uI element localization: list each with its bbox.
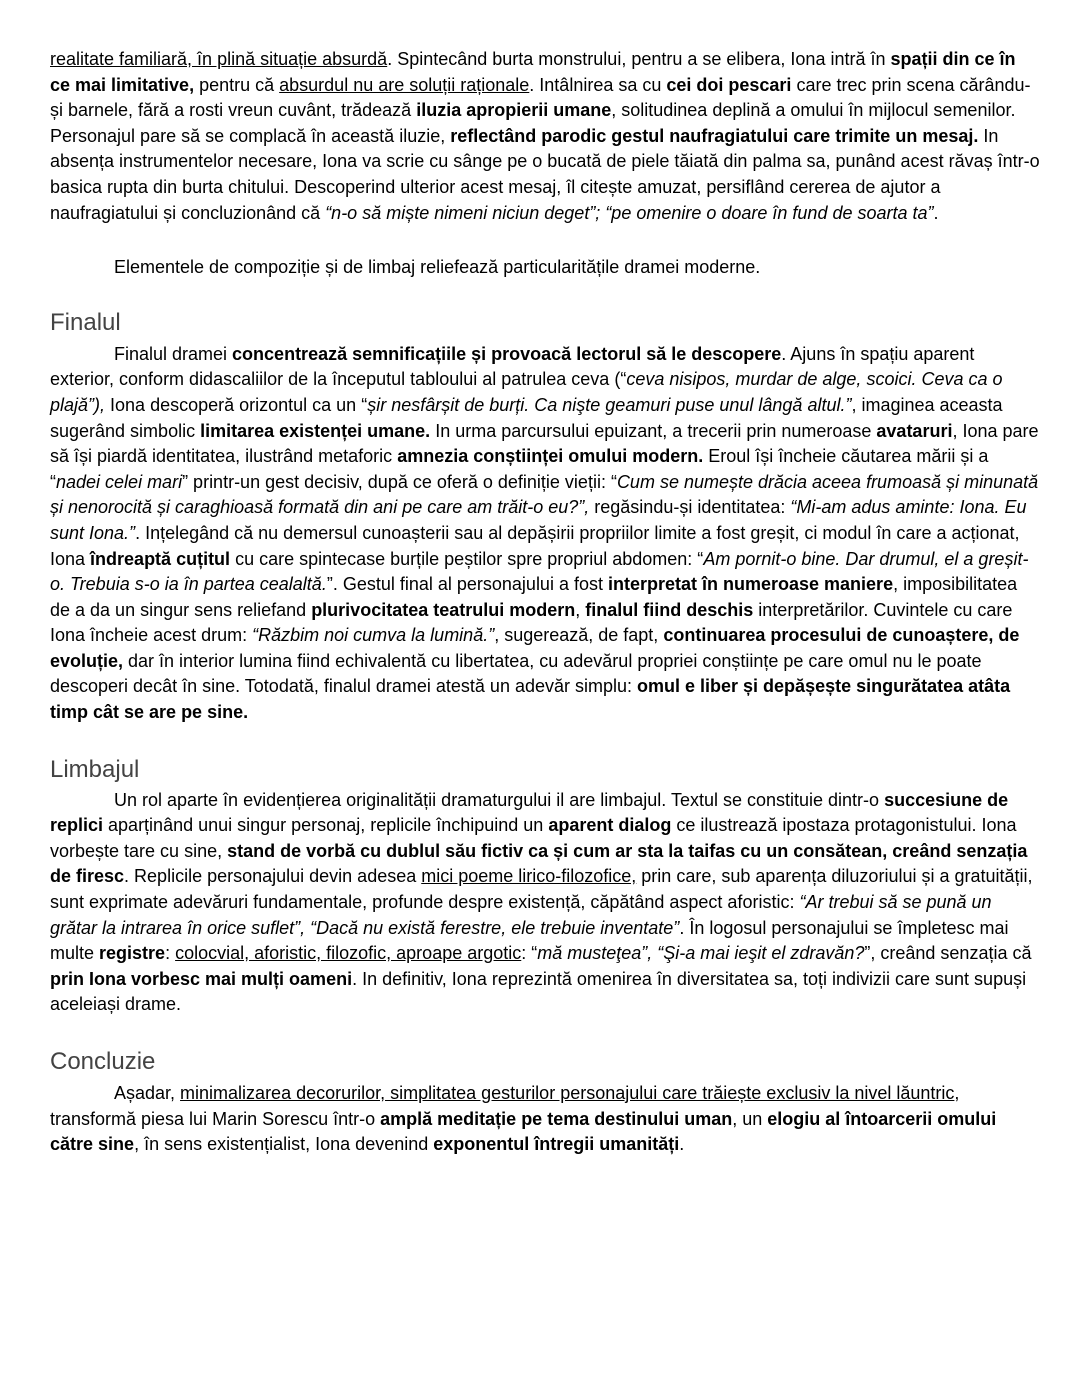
heading-finalul: Finalul <box>50 308 121 336</box>
bold-text: amnezia conștiinței omului modern. <box>397 446 704 467</box>
bold-text: succesiune de replici <box>50 789 1009 836</box>
bold-text: reflectând parodic gestul naufragiatului care trimite un mesaj. <box>450 125 979 146</box>
bold-text: amplă meditație pe tema destinului uman <box>380 1108 733 1129</box>
underlined-text: mici poeme lirico-filozofice, <box>421 866 637 887</box>
text-run: In absența instrumentelor necesare, Iona va scrie cu sânge pe o bucată de piele tăiată din palma sa, punând acest răvaș într-o basica rupta din burta chitului. Descoperind ulterior acest mesaj, îl citește amuzat, persiflând cererea de ajutor a naufragiatului și concluzionând că <box>50 125 1040 223</box>
text-run: , <box>575 599 586 620</box>
italic-quote: nadei celei mari <box>56 471 183 492</box>
text-run: , un <box>732 1108 768 1129</box>
text-run: . <box>933 202 939 223</box>
bold-text: registre <box>99 943 166 964</box>
text-run: ce ilustrează ipostaza protagonistului. Iona vorbește tare cu sine, <box>50 815 1017 861</box>
bold-text: avataruri <box>876 420 953 441</box>
bold-text: plurivocitatea teatrului modern <box>311 599 576 620</box>
text-run: . Intâlnirea sa cu <box>529 74 667 95</box>
text-run: . <box>679 1134 685 1155</box>
text-run: ” printr-un gest decisiv, după ce oferă o definiție vieții: “ <box>182 471 617 492</box>
text-run: . Spintecând burta monstrului, pentru a se elibera, Iona intră în <box>387 49 891 69</box>
italic-quote: “n-o să miște nimeni niciun deget”; “pe omenire o doare în fund de soarta ta” <box>325 202 934 223</box>
text-run: ”. Gestul final al personajului a fost <box>326 574 608 595</box>
text-run: Un rol aparte în evidențierea originalității dramaturgului il are limbajul. Textul se constituie dintr-o <box>114 789 885 810</box>
italic-quote: Am pornit-o bine. Dar drumul, el a greșit-o. Trebuia s-o ia în partea cealaltă. <box>50 548 1029 595</box>
italic-quote: “Răzbim noi cumva la lumină.” <box>252 625 495 646</box>
paragraph-limbajul <box>50 788 1040 1018</box>
italic-quote: ceva nisipos, murdar de alge, scoici. Ceva ca o plajă”), <box>50 369 1003 415</box>
text-run: , imaginea aceasta sugerând simbolic <box>50 394 1003 441</box>
bold-text: finalul fiind deschis <box>585 599 754 620</box>
underlined-text: colocvial, aforistic, filozofic, aproape argotic <box>175 943 522 964</box>
text-run: pentru că <box>194 74 280 95</box>
text-run: Eroul își încheie căutarea mării și a “ <box>50 446 989 492</box>
italic-quote: șir nesfârșit de burți. Ca nişte geamuri puse unul lângă altul.” <box>367 394 852 415</box>
text-run: Iona descoperă orizontul ca un “ <box>105 394 368 415</box>
text-run: aparținând unui singur personaj, replicile închipuind un <box>103 815 549 836</box>
text-run: ”, creând senzația că <box>864 943 1032 964</box>
bold-text: stand de vorbă cu dublul său fictiv ca și cum ar sta la taifas cu un consătean, creând senzația de firesc <box>50 840 1028 887</box>
text-run: cu care spintecase burțile peștilor spre propriul abdomen: “ <box>230 548 704 569</box>
text-run: regăsindu-și identitatea: <box>589 497 791 518</box>
bold-text: îndreaptă cuțitul <box>90 548 231 569</box>
text-run: : “ <box>521 943 538 964</box>
text-run: , solitudinea deplină a omului în mijlocul semenilor. Personajul pare să se complacă în această iluzie, <box>50 100 1016 146</box>
text-run: , sugerează, de fapt, <box>494 625 664 646</box>
text-run: . Replicile personajului devin adesea <box>124 866 422 887</box>
text-run: . Ajuns în spațiu aparent exterior, conform didascaliilor de la începutul tabloului al patrulea ceva (“ <box>50 343 975 390</box>
paragraph-finalul <box>50 342 1040 726</box>
paragraph-concluzie <box>50 1081 1040 1158</box>
text-run: dar în interior lumina fiind echivalentă cu libertatea, cu adevărul propriei conștiințe pe care omul nu le poate descoperi decât în sine. Totodată, finalul dramei atestă un adevăr simplu: <box>50 650 982 697</box>
bold-text: concentrează semnificațiile și provoacă lectorul să le descopere <box>232 343 782 364</box>
bold-text: elogiu al întoarcerii omului către sine <box>50 1108 997 1155</box>
bold-text: iluzia apropierii umane <box>416 100 612 121</box>
bold-text: cei doi pescari <box>666 74 792 95</box>
bold-text: exponentul întregii umanități <box>433 1134 680 1155</box>
underlined-text: minimalizarea decorurilor, simplitatea gesturilor personajului care trăiește exclusiv la nivel lăuntric <box>180 1083 955 1103</box>
text-run: care trec prin scena cărându-și barnele, fără a rosti vreun cuvânt, trădează <box>50 74 1031 121</box>
italic-quote: Cum se numește drăcia aceea frumoasă și minunată și nenorocită și caraghioasă formată din ani pe care am trăit-o eu?”, <box>50 471 1039 518</box>
bold-text: prin Iona vorbesc mai mulți oameni <box>50 968 353 989</box>
bold-text: omul e liber și depășește singurătatea atâta timp cât se are pe sine. <box>50 676 1011 723</box>
document-body <box>50 47 1040 1158</box>
bold-text: continuarea procesului de cunoaștere, de evoluție, <box>50 625 1020 671</box>
bold-text: interpretat în numeroase maniere <box>607 574 894 595</box>
text-run: . In definitiv, Iona reprezintă omenirea în diversitatea sa, toți indivizii care sunt supuși aceleiași drame. <box>50 968 1027 1015</box>
text-run: In urma parcursului epuizant, a trecerii prin numeroase <box>430 420 877 441</box>
paragraph-transition: Elementele de compoziție și de limbaj reliefează particularitățile dramei moderne. <box>114 257 761 278</box>
text-run: , imposibilitatea de a da un singur sens reliefand <box>50 574 1018 620</box>
text-run: . În logosul personajului se împletesc mai multe <box>50 917 1009 964</box>
text-run: : <box>165 943 176 964</box>
bold-text: aparent dialog <box>548 815 672 836</box>
text-run: Finalul dramei <box>114 343 233 364</box>
bold-text: limitarea existenței umane. <box>200 420 431 441</box>
underlined-text: absurdul nu are soluții raționale <box>279 74 530 95</box>
italic-quote: “Ar trebui să se pună un grătar la intrarea în orice suflet”, “Dacă nu există ferestre, ele trebuie inventate” <box>50 892 992 938</box>
bold-text: spații din ce în ce mai limitative, <box>50 49 1016 95</box>
text-run: interpretărilor. Cuvintele cu care Iona încheie acest drum: <box>50 599 1013 646</box>
text-run: Așadar, <box>114 1083 181 1103</box>
text-run: . Ințelegând că nu demersul cunoașterii sau al depășirii propriilor limite a fost greșit, ci modul în care a acționat, Iona <box>50 522 1020 569</box>
paragraph-intro <box>50 47 1040 226</box>
underlined-text: realitate familiară, în plină situație absurdă <box>50 49 388 69</box>
italic-quote: mă musteţea”, “Şi-a mai ieşit el zdravăn? <box>537 943 865 964</box>
text-run: , transformă piesa lui Marin Sorescu într-o <box>50 1083 960 1129</box>
text-run: , Iona pare să își piardă identitatea, ilustrând metaforic <box>50 420 1039 467</box>
text-run: prin care, sub aparența diluzoriului și a gratuității, sunt exprimate adevăruri fundamentale, profunde despre existență, căpătând aspect aforistic: <box>50 866 1033 913</box>
text-run: , în sens existențialist, Iona devenind <box>134 1134 434 1155</box>
heading-limbajul: Limbajul <box>50 755 140 783</box>
heading-concluzie: Concluzie <box>50 1048 156 1075</box>
italic-quote: “Mi-am adus aminte: Iona. Eu sunt Iona.” <box>50 497 1027 543</box>
